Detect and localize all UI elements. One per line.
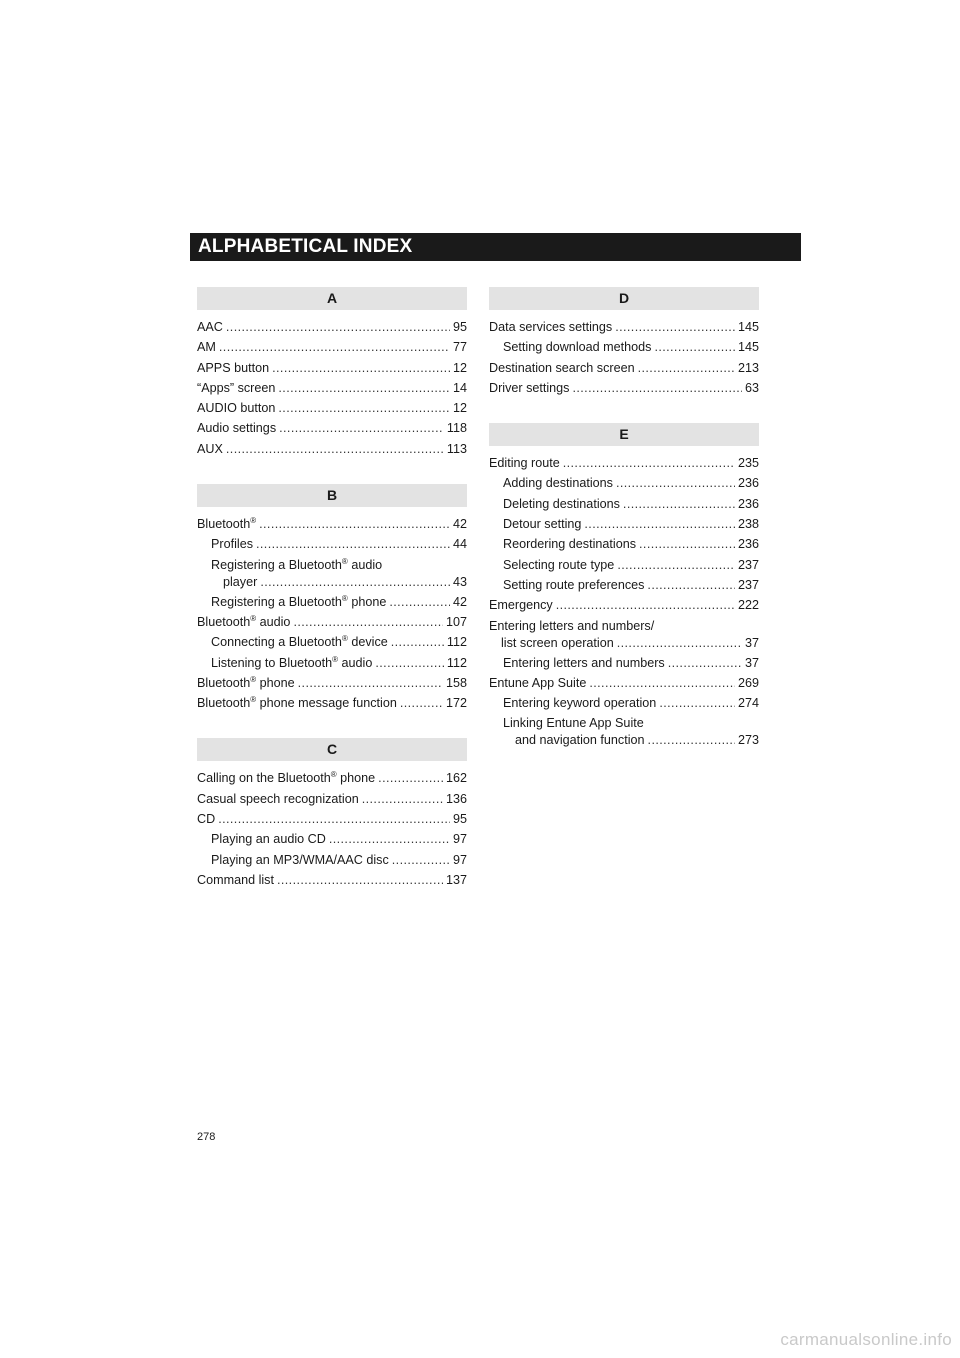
index-title: ALPHABETICAL INDEX: [190, 233, 801, 261]
index-entry: Bluetooth® phone message function ..... 172: [197, 696, 467, 716]
section-letter-a: A: [197, 287, 467, 310]
registered-mark: ®: [250, 694, 257, 704]
index-entry: Driver settings ..... 63: [489, 381, 759, 401]
section-d: [489, 287, 759, 401]
index-entry: AUX ..... 113: [197, 442, 467, 462]
registered-mark: ®: [341, 593, 348, 603]
index-entry: Emergency ..... 222: [489, 598, 759, 618]
registered-mark: ®: [250, 613, 257, 623]
index-entry: Calling on the Bluetooth® phone ..... 162: [197, 771, 467, 791]
section-c: [197, 738, 467, 893]
index-entry: CD ..... 95: [197, 812, 467, 832]
index-subentry: Entering letters and numbers ..... 37: [489, 656, 759, 676]
index-entry: Bluetooth® phone ..... 158: [197, 676, 467, 696]
index-subentry: Reordering destinations ..... 236: [489, 537, 759, 557]
registered-mark: ®: [250, 515, 257, 525]
index-subentry: Selecting route type ..... 237: [489, 558, 759, 578]
index-entry: Command list ..... 137: [197, 873, 467, 893]
section-letter-e: E: [489, 423, 759, 446]
registered-mark: ®: [341, 634, 348, 644]
index-subentry: Listening to Bluetooth® audio ..... 112: [197, 656, 467, 676]
index-subentry: Deleting destinations ..... 236: [489, 497, 759, 517]
index-entry: Casual speech recognization ..... 136: [197, 792, 467, 812]
page-number: 278: [197, 1131, 216, 1143]
index-entry: AUDIO button ..... 12: [197, 401, 467, 421]
index-subentry: Setting route preferences ..... 237: [489, 578, 759, 598]
index-entry: AM ..... 77: [197, 340, 467, 360]
registered-mark: ®: [250, 674, 257, 684]
index-subentry: Registering a Bluetooth® audio player ..... 43: [197, 558, 467, 589]
index-entry: Data services settings ..... 145: [489, 320, 759, 340]
index-entry: Bluetooth® ..... 42: [197, 517, 467, 537]
index-subentry: Linking Entune App Suite and navigation function ..... 273: [489, 716, 759, 747]
index-entry: Editing route ..... 235: [489, 456, 759, 476]
section-letter-c: C: [197, 738, 467, 761]
index-subentry: Setting download methods ..... 145: [489, 340, 759, 360]
index-entry: Audio settings ..... 118: [197, 421, 467, 441]
watermark: carmanualsonline.info: [780, 1330, 952, 1349]
registered-mark: ®: [341, 556, 348, 566]
index-subentry: Connecting a Bluetooth® device ..... 112: [197, 635, 467, 655]
index-subentry: Adding destinations ..... 236: [489, 476, 759, 496]
index-column-left: [197, 287, 467, 915]
index-entry: Destination search screen ..... 213: [489, 361, 759, 381]
index-subentry: Registering a Bluetooth® phone ..... 42: [197, 595, 467, 615]
index-subentry: Playing an MP3/WMA/AAC disc ..... 97: [197, 853, 467, 873]
index-entry: APPS button ..... 12: [197, 361, 467, 381]
section-b: [197, 484, 467, 716]
index-entry: Bluetooth® audio ..... 107: [197, 615, 467, 635]
registered-mark: ®: [332, 654, 339, 664]
index-column-right: [489, 287, 759, 769]
index-entry: Entering letters and numbers/ list screen operation ..... 37: [489, 619, 759, 650]
index-entry: “Apps” screen ..... 14: [197, 381, 467, 401]
index-entry: AAC ..... 95: [197, 320, 467, 340]
index-entry: Entune App Suite ..... 269: [489, 676, 759, 696]
section-letter-d: D: [489, 287, 759, 310]
section-letter-b: B: [197, 484, 467, 507]
section-e: [489, 423, 759, 747]
index-subentry: Profiles ..... 44: [197, 537, 467, 557]
section-a: [197, 287, 467, 462]
index-subentry: Playing an audio CD ..... 97: [197, 832, 467, 852]
registered-mark: ®: [330, 770, 337, 780]
index-subentry: Entering keyword operation ..... 274: [489, 696, 759, 716]
index-subentry: Detour setting ..... 238: [489, 517, 759, 537]
